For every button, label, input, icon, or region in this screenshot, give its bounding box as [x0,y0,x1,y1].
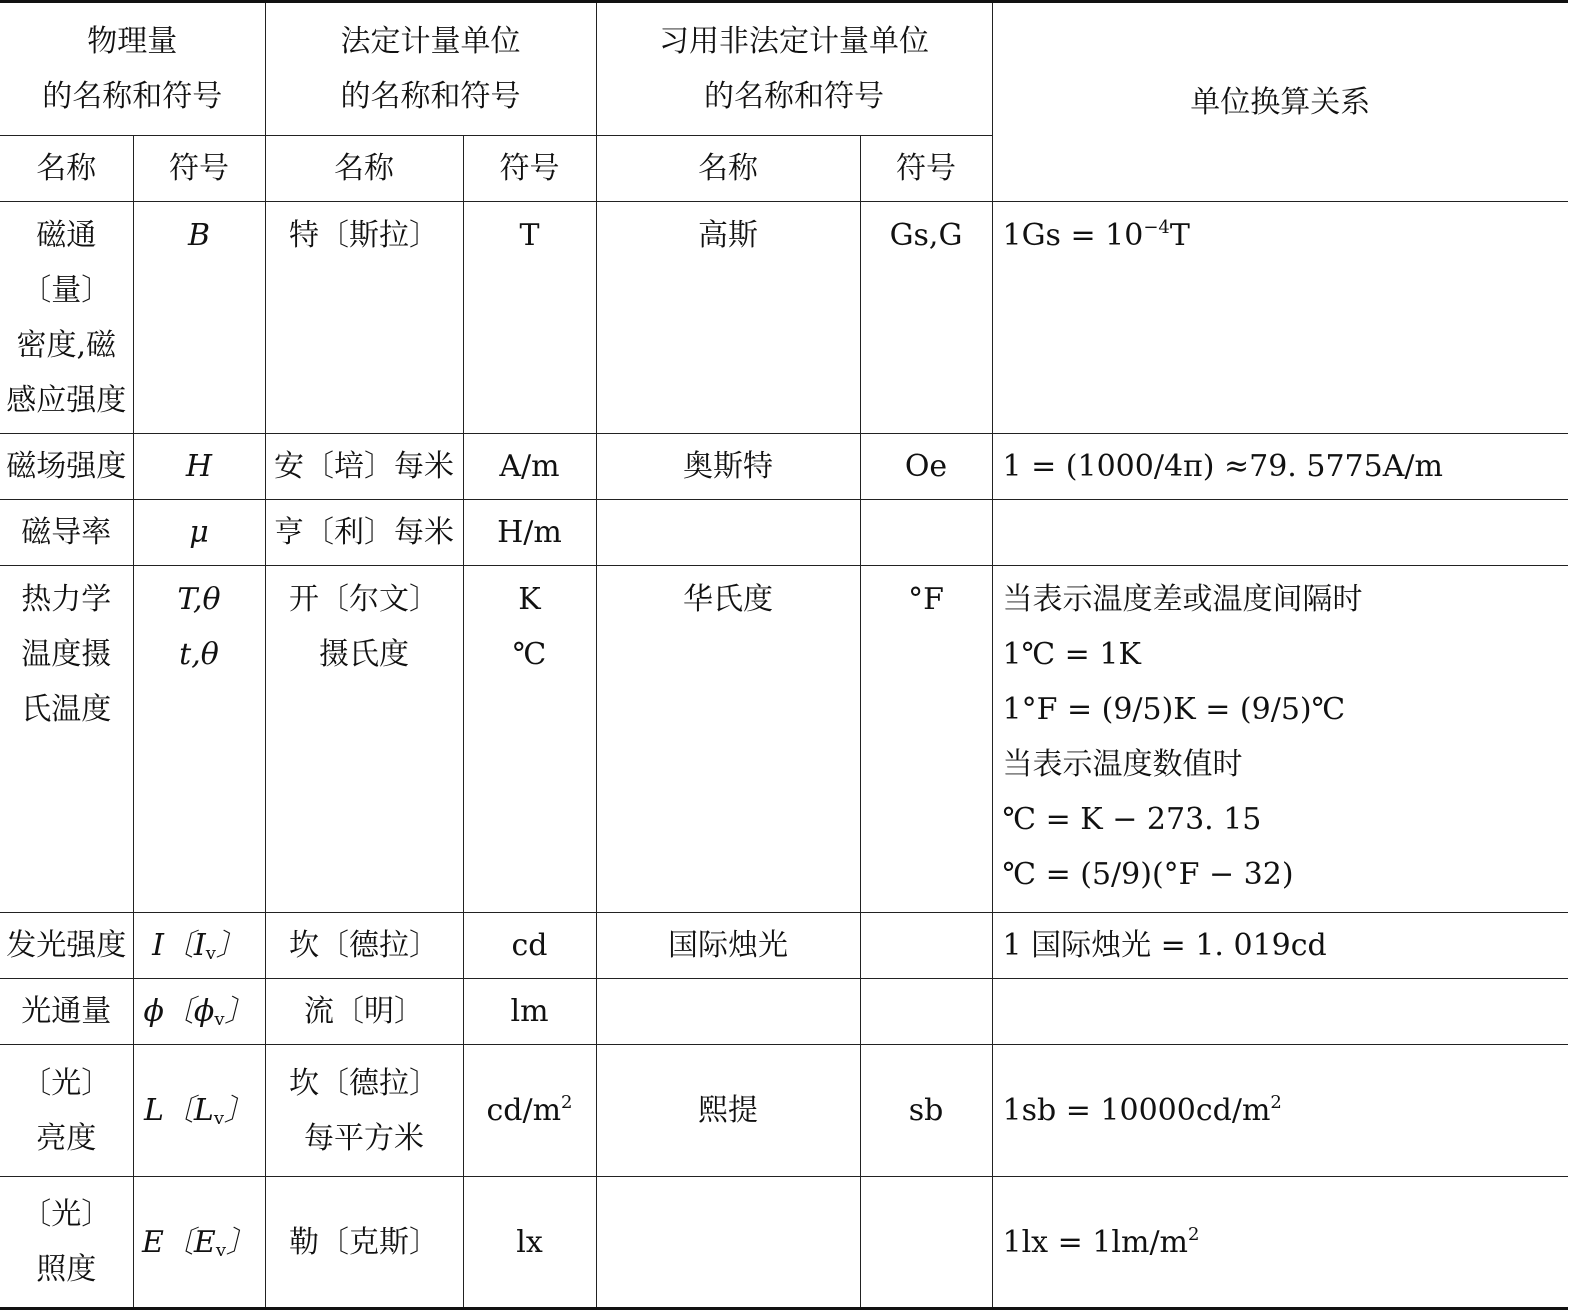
superscript: 2 [561,1092,573,1113]
customary-unit-symbol-cell [860,913,992,979]
header-line: 法定计量单位 [340,24,521,59]
cell-line [134,1215,265,1270]
cell-line: B [187,218,211,253]
superscript: −4 [1143,217,1170,238]
quantity-name-cell [0,1177,133,1309]
customary-unit-header [596,2,992,136]
symbol-header: 符号 [133,136,265,202]
header-row-1 [0,2,1568,136]
cell-text: ℃ = K − 273. 15 [1002,802,1262,837]
cell-line [861,918,992,973]
cell-line: cd [511,928,548,963]
cell-line [597,984,860,1039]
cell-text: 1Gs = 10 [1002,218,1144,253]
table-row [0,1177,1568,1309]
cell-line: 开〔尔文〕 [289,582,439,617]
quantity-symbol-cell [133,913,265,979]
quantity-symbol-cell [133,1045,265,1177]
subscript: v [215,1239,226,1261]
cell-line: 温度摄 [21,637,112,672]
cell-line [1003,505,1569,560]
header-line: 的名称和符号 [42,79,223,114]
quantity-name-cell [0,1045,133,1177]
quantity-name-cell [0,566,133,913]
cell-line: 每平方米 [304,1120,424,1156]
subscript: v [213,1108,224,1129]
cell-line: 发光强度 [6,928,127,963]
cell-line: 亨〔利〕每米 [274,515,454,550]
cell-line: °F [908,582,944,617]
cell-text: 1℃ = 1K [1002,637,1141,672]
quantity-symbol-cell [133,1177,265,1309]
cell-line: 坎〔德拉〕 [289,1065,439,1101]
legal-unit-symbol-cell [463,566,596,913]
legal-unit-name-cell [265,1177,463,1309]
cell-line: 热力学 [21,582,112,617]
subscript: v [205,943,216,964]
cell-line [1003,208,1569,263]
cell-line: t,θ [179,637,219,672]
conversion-cell [992,434,1568,500]
name-header: 名称 [0,136,133,202]
customary-unit-symbol-cell [860,566,992,913]
table-row [0,1045,1568,1177]
legal-unit-name-cell [265,566,463,913]
table-row [0,202,1568,434]
cell-line: Oe [904,449,948,484]
table-row [0,913,1568,979]
cell-line: 光通量 [21,994,112,1029]
cell-line [134,1083,265,1138]
quantity-name-cell [0,913,133,979]
cell-line: H/m [497,515,562,550]
cell-line: 磁场强度 [6,449,127,484]
legal-unit-name-cell [265,500,463,566]
cell-text: 〕 [224,994,255,1029]
quantity-symbol-cell [133,434,265,500]
quantity-symbol-cell [133,566,265,913]
cell-text: cd/m [486,1093,562,1128]
cell-line: 〔量〕 [21,273,112,308]
cell-line: 照度 [36,1252,97,1287]
cell-line: ℃ [512,637,547,672]
customary-unit-symbol-cell [860,1177,992,1309]
legal-unit-symbol-cell [463,979,596,1045]
cell-text: I〔I [152,928,206,963]
customary-unit-symbol-cell [860,434,992,500]
cell-text: E〔E [142,1224,216,1260]
cell-line [1003,984,1569,1039]
cell-text: T [1169,218,1190,253]
table-body [0,202,1568,1309]
legal-unit-symbol-cell [463,913,596,979]
cell-line: sb [908,1093,944,1128]
legal-unit-symbol-cell [463,434,596,500]
cell-line: 〔光〕 [21,1197,112,1232]
customary-unit-name-cell [596,979,860,1045]
conversion-cell [992,202,1568,434]
table-row [0,500,1568,566]
cell-line: 亮度 [36,1120,97,1156]
cell-text: 1 = (1000/4π) ≈79. 5775A/m [1002,449,1443,484]
cell-line [1003,1215,1569,1270]
superscript: 2 [1270,1092,1282,1113]
cell-text: 〕 [225,1224,256,1260]
quantity-symbol-cell [133,979,265,1045]
cell-line: 安〔培〕每米 [274,449,454,484]
cell-line: 华氏度 [683,582,773,617]
conversion-cell [992,913,1568,979]
legal-unit-symbol-cell [463,202,596,434]
cell-line: 流〔明〕 [304,994,424,1029]
cell-text: 1sb = 10000cd/m [1002,1093,1271,1128]
cell-line: 特〔斯拉〕 [289,218,439,253]
legal-unit-symbol-cell [463,1177,596,1309]
cell-line [1003,627,1569,682]
quantity-symbol-cell [133,500,265,566]
conversion-cell [992,500,1568,566]
customary-unit-name-cell [596,434,860,500]
cell-line [134,984,265,1039]
cell-line [464,1083,596,1138]
customary-unit-symbol-cell [860,500,992,566]
symbol-header: 符号 [463,136,596,202]
cell-line: 感应强度 [6,383,127,418]
conversion-cell [992,566,1568,913]
customary-unit-name-cell [596,913,860,979]
cell-text: 〕 [215,928,246,963]
conversion-cell [992,979,1568,1045]
cell-line: lx [516,1224,543,1260]
legal-unit-name-cell [265,1045,463,1177]
customary-unit-symbol-cell [860,202,992,434]
cell-line: T [519,218,540,253]
table-row [0,566,1568,913]
legal-unit-name-cell [265,434,463,500]
quantity-name-cell [0,500,133,566]
cell-line [597,505,860,560]
conversion-cell [992,1045,1568,1177]
cell-line: 奥斯特 [683,449,773,484]
customary-unit-symbol-cell [860,1045,992,1177]
cell-line [597,1215,860,1270]
cell-line: A/m [499,449,560,484]
header-line: 的名称和符号 [340,79,521,114]
name-header: 名称 [596,136,860,202]
cell-line: 高斯 [698,218,758,253]
header-line: 习用非法定计量单位 [659,24,929,59]
conversion-header: 单位换算关系 [992,2,1568,202]
cell-line [1003,682,1569,737]
conversion-cell [992,1177,1568,1309]
cell-text: ℃ = (5/9)(°F − 32) [1002,857,1294,892]
cell-line [861,984,992,1039]
cell-text: 1 国际烛光 = 1. 019cd [1002,928,1327,963]
cell-line [1003,572,1569,627]
name-header: 名称 [265,136,463,202]
legal-unit-name-cell [265,979,463,1045]
symbol-header: 符号 [860,136,992,202]
cell-line [1003,439,1569,494]
customary-unit-name-cell [596,1045,860,1177]
cell-line: Gs,G [889,218,963,253]
physical-quantity-header [0,2,265,136]
cell-line: 熙提 [698,1093,758,1128]
customary-unit-name-cell [596,1177,860,1309]
cell-text: ϕ〔ϕ [143,994,215,1029]
cell-line: 勒〔克斯〕 [289,1224,439,1260]
cell-text: L〔L [143,1093,214,1128]
superscript: 2 [1188,1223,1200,1245]
cell-text [1003,994,1013,1029]
legal-unit-symbol-cell [463,500,596,566]
cell-line: 磁通 [36,218,97,253]
cell-text: 当表示温度数值时 [1002,747,1243,782]
cell-line: 坎〔德拉〕 [289,928,439,963]
cell-line: 〔光〕 [21,1065,112,1101]
cell-line: 氏温度 [21,692,112,727]
cell-text: 当表示温度差或温度间隔时 [1002,582,1363,617]
customary-unit-name-cell [596,566,860,913]
cell-line [1003,918,1569,973]
legal-unit-header [265,2,596,136]
quantity-name-cell [0,434,133,500]
customary-unit-symbol-cell [860,979,992,1045]
legal-unit-name-cell [265,202,463,434]
cell-line [1003,792,1569,847]
cell-line [134,918,265,973]
cell-text: 1°F = (9/5)K = (9/5)℃ [1002,692,1346,727]
legal-unit-symbol-cell [463,1045,596,1177]
subscript: v [214,1009,225,1030]
cell-line [1003,737,1569,792]
cell-text [1003,515,1013,550]
customary-unit-name-cell [596,500,860,566]
quantity-symbol-cell [133,202,265,434]
table-row [0,979,1568,1045]
cell-text: 1lx = 1lm/m [1002,1224,1188,1260]
cell-line: 国际烛光 [668,928,788,963]
cell-line: H [185,449,213,484]
customary-unit-name-cell [596,202,860,434]
header-line: 物理量 [87,24,178,59]
cell-line: T,θ [177,582,221,617]
cell-line: 密度,磁 [16,328,117,363]
cell-line [861,505,992,560]
cell-line: lm [510,994,549,1029]
cell-text: 〕 [224,1093,254,1128]
cell-line [861,1215,992,1270]
table-row [0,434,1568,500]
quantity-name-cell [0,202,133,434]
cell-line [1003,1083,1569,1138]
cell-line: 磁导率 [21,515,112,550]
cell-line [1003,847,1569,902]
cell-line: K [518,582,541,617]
quantity-name-cell [0,979,133,1045]
header-line: 的名称和符号 [704,79,884,114]
legal-unit-name-cell [265,913,463,979]
cell-line: 摄氏度 [319,637,409,672]
cell-line: μ [189,515,209,550]
